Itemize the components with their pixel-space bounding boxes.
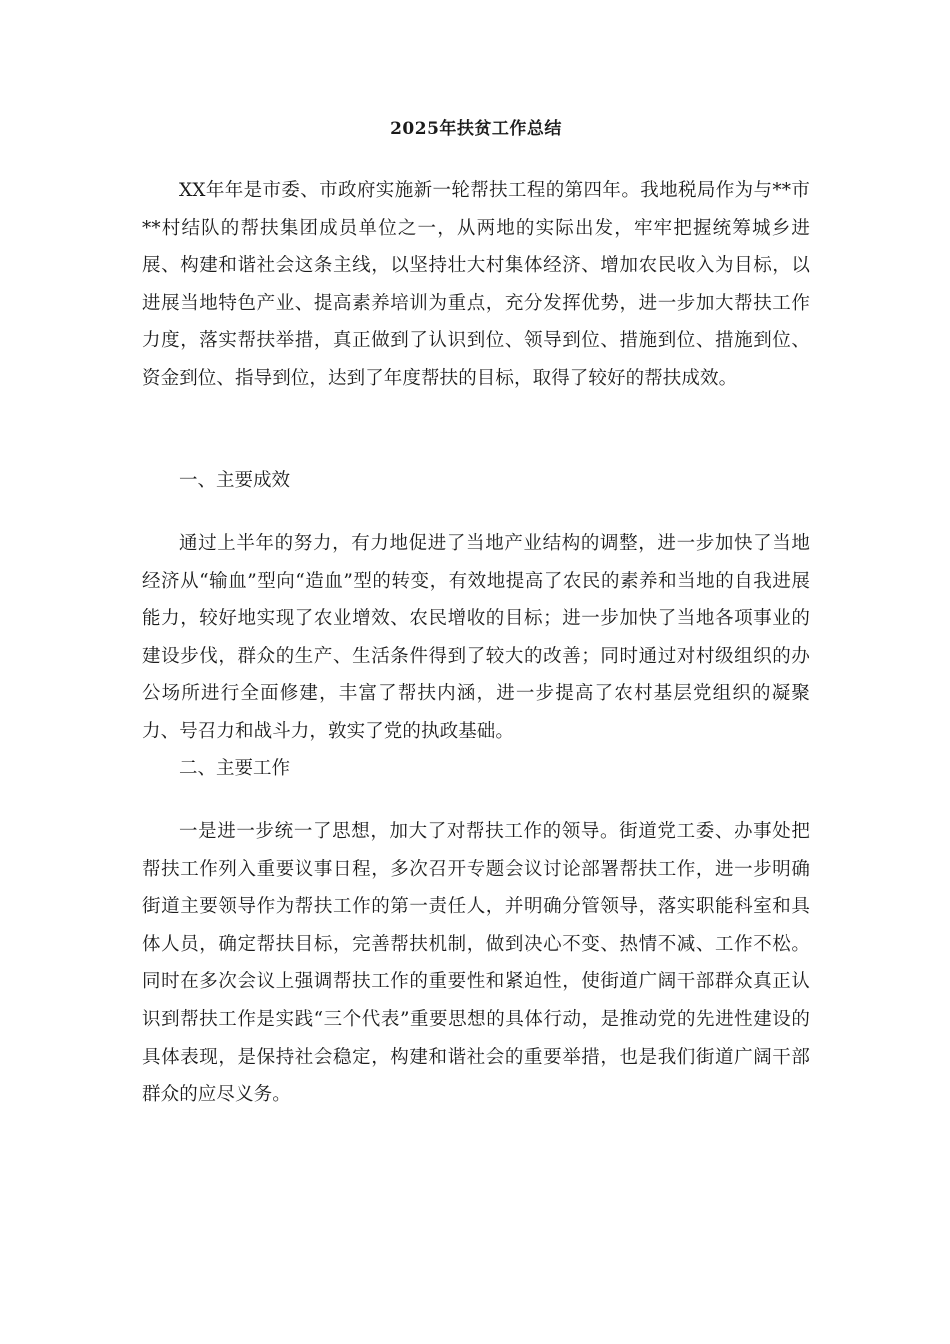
section-heading-results: 一、主要成效: [179, 470, 291, 491]
section-heading-work: 二、主要工作: [179, 758, 291, 779]
intro-paragraph: XX年年是市委、市政府实施新一轮帮扶工程的第四年。我地税局作为与**市**村结队的帮扶集团成员单位之一，从两地的实际出发，牢牢把握统筹城乡进展、构建和谐社会这条主线，以坚持壮大村集体经济、增加农民收入为目标，以进展当地特色产业、提高素养培训为重点，充分发挥优势，进一步加大帮扶工作力度，落实帮扶举措，真正做到了认识到位、领导到位、措施到位、措施到位、资金到位、指导到位，达到了年度帮扶的目标，取得了较好的帮扶成效。: [142, 180, 810, 389]
document-title: 2025年扶贫工作总结: [390, 119, 562, 139]
work-paragraph: 一是进一步统一了思想，加大了对帮扶工作的领导。街道党工委、办事处把帮扶工作列入重要议事日程，多次召开专题会议讨论部署帮扶工作，进一步明确街道主要领导作为帮扶工作的第一责任人，并明确分管领导，落实职能科室和具体人员，确定帮扶目标，完善帮扶机制，做到决心不变、热情不减、工作不松。同时在多次会议上强调帮扶工作的重要性和紧迫性，使街道广阔干部群众真正认识到帮扶工作是实践“三个代表”重要思想的具体行动，是推动党的先进性建设的具体表现，是保持社会稳定，构建和谐社会的重要举措，也是我们街道广阔干部群众的应尽义务。: [142, 821, 810, 1106]
results-paragraph: 通过上半年的努力，有力地促进了当地产业结构的调整，进一步加快了当地经济从“输血”型向“造血”型的转变，有效地提高了农民的素养和当地的自我进展能力，较好地实现了农业增效、农民增收的目标；进一步加快了当地各项事业的建设步伐，群众的生产、生活条件得到了较大的改善；同时通过对村级组织的办公场所进行全面修建，丰富了帮扶内涵，进一步提高了农村基层党组织的凝聚力、号召力和战斗力，敦实了党的执政基础。: [142, 533, 810, 742]
